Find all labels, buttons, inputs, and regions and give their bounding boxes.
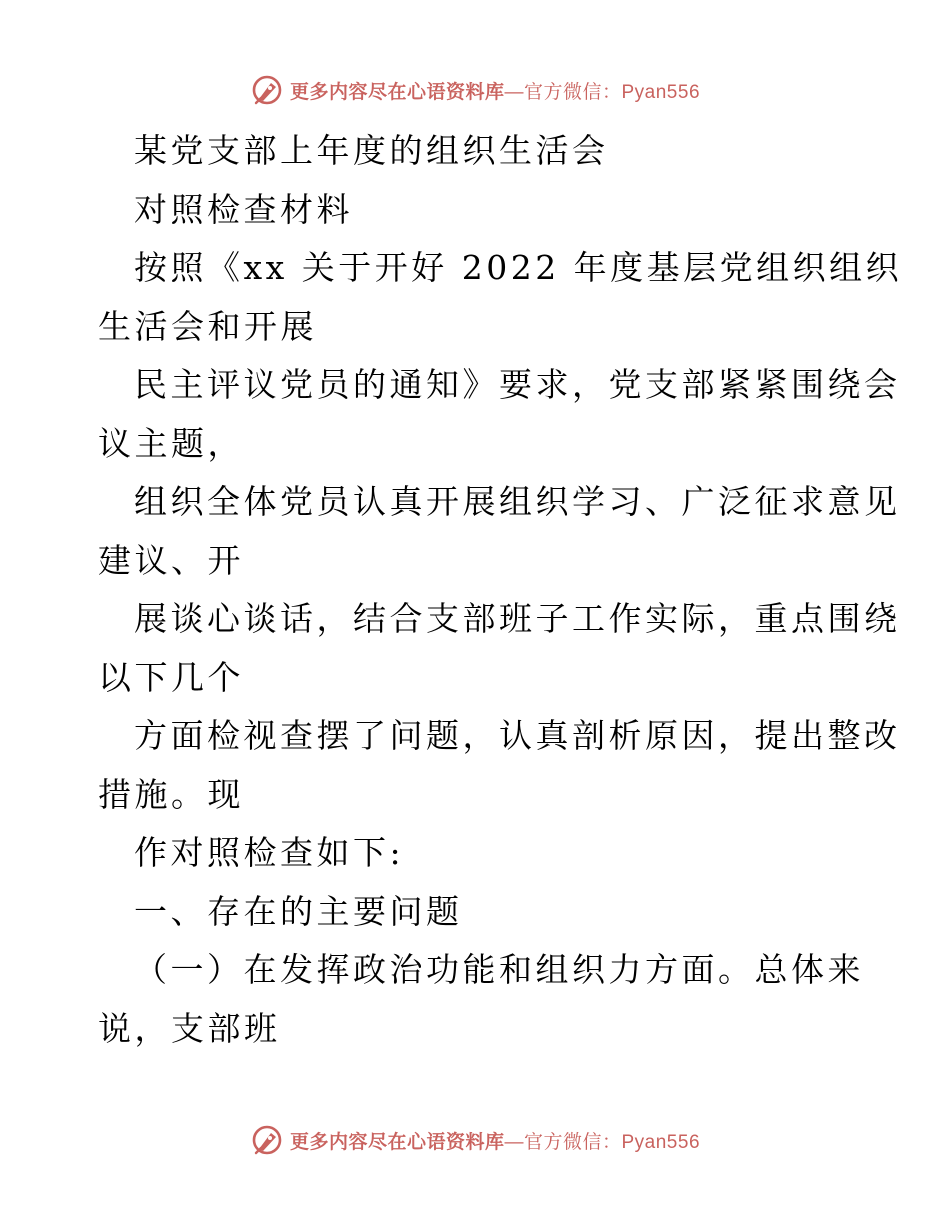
- watermark-text: [290, 1127, 700, 1154]
- paragraph-line: 议主题，: [98, 423, 244, 463]
- watermark-brand: 更多内容尽在心语资料库: [289, 81, 505, 103]
- watermark-separator: —: [504, 81, 524, 103]
- doc-title-line-1: 某党支部上年度的组织生活会: [134, 131, 609, 170]
- paragraph-line: 以下几个: [98, 657, 244, 697]
- paragraph-line: 建议、开: [98, 540, 244, 580]
- doc-title-line-2: 对照检查材料: [134, 189, 353, 229]
- section-heading: 一、存在的主要问题: [134, 891, 463, 931]
- watermark-separator: —: [504, 1131, 524, 1153]
- watermark-brand: 更多内容尽在心语资料库: [289, 1131, 505, 1153]
- paragraph-line: 展谈心谈话，结合支部班子工作实际，重点围绕: [134, 599, 901, 638]
- watermark-text: [290, 77, 700, 104]
- watermark-wechat-id: Pyan556: [621, 1131, 701, 1153]
- header-watermark: [0, 68, 950, 112]
- paragraph-line: 民主评议党员的通知》要求，党支部紧紧围绕会: [134, 365, 901, 404]
- footer-watermark: [0, 1118, 950, 1162]
- pen-nib-logo-icon: [250, 1123, 284, 1157]
- watermark-wechat-id: Pyan556: [621, 81, 701, 103]
- paragraph-line: 作对照检查如下:: [134, 833, 405, 872]
- paragraph-line: 组织全体党员认真开展组织学习、广泛征求意见: [134, 482, 901, 521]
- paragraph-line: 方面检视查摆了问题，认真剖析原因，提出整改: [134, 716, 901, 755]
- subsection-heading: （一）在发挥政治功能和组织力方面。总体来: [134, 950, 864, 989]
- watermark-label: 官方微信：: [523, 1131, 622, 1153]
- watermark-label: 官方微信：: [523, 81, 622, 103]
- paragraph-line: 措施。现: [98, 774, 244, 814]
- paragraph-line: 生活会和开展: [98, 306, 317, 346]
- paragraph-line: 按照《xx 关于开好 2022 年度基层党组织组织: [134, 248, 903, 287]
- document-body: [98, 122, 903, 1058]
- pen-nib-logo-icon: [250, 73, 284, 107]
- paragraph-line: 说，支部班: [98, 1008, 281, 1048]
